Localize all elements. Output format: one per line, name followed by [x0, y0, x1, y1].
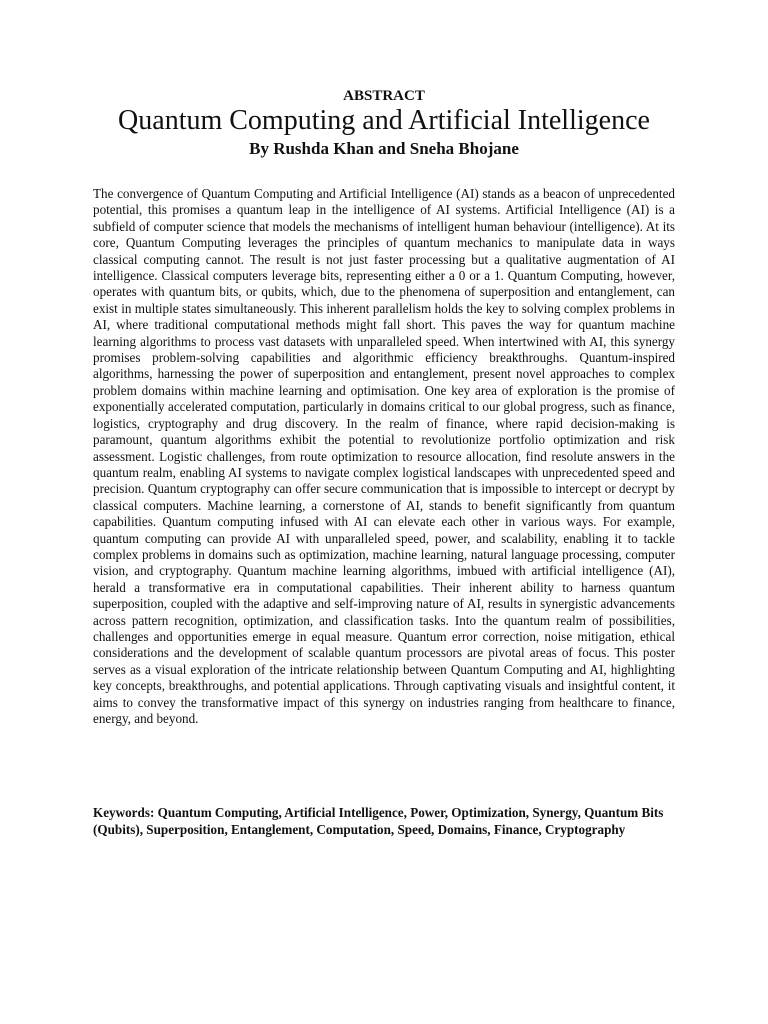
abstract-body: The convergence of Quantum Computing and Artificial Intelligence (AI) stands as a beacon of unprecedented potential, this promises a quantum leap in the intelligence of AI systems. Artificial Intelligence (AI) is a subfield of computer science that models the mechanisms of intelligent human behaviour (intelligence). At its core, Quantum Computing leverages the principles of quantum mechanics to manipulate data in ways classical computing cannot. The result is not just faster processing but a qualitative augmentation of AI intelligence. Classical computers leverage bits, representing either a 0 or a 1. Quantum Computing, however, operates with quantum bits, or qubits, which, due to the phenomena of superposition and entanglement, can exist in multiple states simultaneously. This inherent parallelism holds the key to solving complex problems in AI, where traditional computational methods might fall short. This paves the way for quantum machine learning algorithms to process vast datasets with unparalleled speed. When intertwined with AI, this synergy promises problem-solving capabilities and algorithmic efficiency breakthroughs. Quantum-inspired algorithms, harnessing the power of superposition and entanglement, present novel approaches to complex problem domains within machine learning and optimisation. One key area of exploration is the promise of exponentially accelerated computation, particularly in domains critical to our global progress, such as finance, logistics, cryptography and drug discovery. In the realm of finance, where rapid decision-making is paramount, quantum algorithms exhibit the potential to revolutionize portfolio optimization and risk assessment. Logistic challenges, from route optimization to resource allocation, find resolute answers in the quantum realm, enabling AI systems to navigate complex logistical landscapes with unprecedented speed and precision. Quantum cryptography can offer secure communication that is impossible to intercept or decrypt by classical computers. Machine learning, a cornerstone of AI, stands to benefit significantly from quantum capabilities. Quantum computing infused with AI can elevate each other in various ways. For example, quantum computing can provide AI with unparalleled speed, power, and scalability, enabling it to tackle complex problems in domains such as optimization, machine learning, natural language processing, computer vision, and cryptography. Quantum machine learning algorithms, imbued with artificial intelligence (AI), herald a transformative era in computational capabilities. Their inherent ability to harness quantum superposition, coupled with the adaptive and self-improving nature of AI, results in synergistic advancements across pattern recognition, optimization, and classification tasks. Into the quantum realm of possibilities, challenges and opportunities emerge in equal measure. Quantum error correction, noise mitigation, ethical considerations and the development of scalable quantum processors are pivotal areas of focus. This poster serves as a visual exploration of the intricate relationship between Quantum Computing and AI, highlighting key concepts, breakthroughs, and potential applications. Through captivating visuals and insightful content, it aims to convey the transformative impact of this synergy on industries ranging from healthcare to finance, energy, and beyond. [93, 186, 675, 726]
author-line: By Rushda Khan and Sneha Bhojane [249, 139, 519, 158]
section-label: ABSTRACT [343, 88, 425, 104]
paper-title: Quantum Computing and Artificial Intelligence [118, 105, 650, 136]
keywords-line: Keywords: Quantum Computing, Artificial Intelligence, Power, Optimization, Synergy, Quantum Bits (Qubits), Superposition, Entanglement, Computation, Speed, Domains, Finance, Cryptography [93, 805, 664, 837]
